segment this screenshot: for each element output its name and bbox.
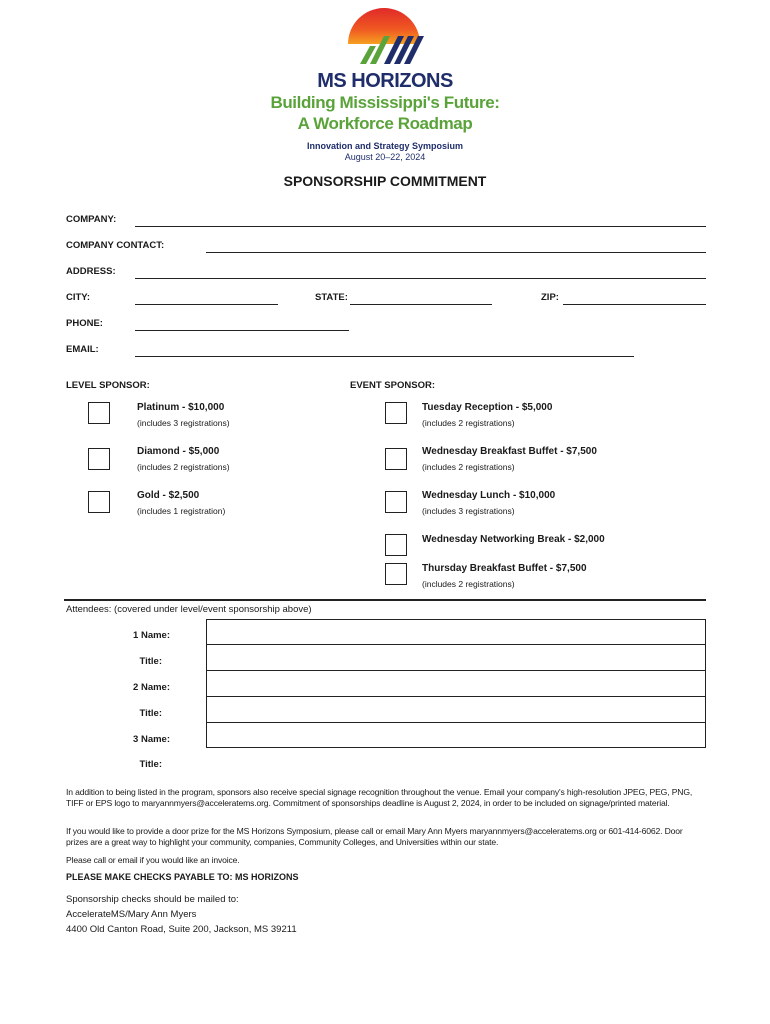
symposium-name: Innovation and Strategy Symposium: [306, 141, 464, 151]
brand-name: MS HORIZONS: [317, 70, 453, 92]
platinum-option-note: (includes 3 registrations): [137, 418, 230, 428]
tuesday-reception-note: (includes 2 registrations): [422, 418, 515, 428]
tagline-line-2: A Workforce Roadmap: [297, 114, 473, 133]
thursday-breakfast-note: (includes 2 registrations): [422, 579, 515, 589]
company-contact-field[interactable]: [206, 252, 706, 253]
sponsor-benefits-paragraph: In addition to being listed in the program, sponsors also receive special signage recognition throughout the venue. Email your company's high-resolution JPEG, PEG, PNG, TIFF or EPS logo to maryannmyers@acceleratems.org. Commitment of sponsorships deadline is August 2, 2024, in order to be included on signage/printed material.: [66, 787, 693, 808]
attendee-2-name-field[interactable]: [207, 671, 705, 695]
address-label: ADDRESS:: [66, 266, 116, 277]
platinum-checkbox[interactable]: [88, 402, 110, 424]
email-field[interactable]: [135, 356, 634, 357]
mail-instructions: Sponsorship checks should be mailed to:: [66, 894, 239, 905]
attendee-1-title-field[interactable]: [207, 645, 705, 669]
phone-label: PHONE:: [66, 318, 103, 329]
diamond-option-note: (includes 2 registrations): [137, 462, 230, 472]
wednesday-networking-checkbox[interactable]: [385, 534, 407, 556]
attendee-3-name-field[interactable]: [207, 723, 705, 747]
attendee-3-name-label: 3 Name:: [133, 734, 170, 745]
form-title: SPONSORSHIP COMMITMENT: [283, 173, 487, 189]
section-divider: [64, 599, 706, 601]
wednesday-lunch-note: (includes 3 registrations): [422, 506, 515, 516]
checks-payable-note: PLEASE MAKE CHECKS PAYABLE TO: MS HORIZONS: [66, 872, 299, 882]
gold-checkbox[interactable]: [88, 491, 110, 513]
zip-field[interactable]: [563, 304, 706, 305]
diamond-checkbox[interactable]: [88, 448, 110, 470]
tagline-line-1: Building Mississippi's Future:: [270, 93, 500, 112]
state-label: STATE:: [315, 292, 348, 303]
door-prize-paragraph: If you would like to provide a door prize for the MS Horizons Symposium, please call or email Mary Ann Myers maryannmyers@acceleratems.org or 601-414-6062. Door prizes are a great way to highlight your community, companies, Community Colleges, and Universities within our state.: [66, 826, 683, 847]
gold-option-note: (includes 1 registration): [137, 506, 226, 516]
zip-label: ZIP:: [541, 292, 559, 303]
company-contact-label: COMPANY CONTACT:: [66, 240, 165, 251]
state-field[interactable]: [350, 304, 492, 305]
diamond-option-title: Diamond - $5,000: [137, 446, 220, 457]
city-field[interactable]: [135, 304, 278, 305]
thursday-breakfast-title: Thursday Breakfast Buffet - $7,500: [422, 563, 587, 574]
attendee-3-title-label: Title:: [139, 759, 162, 770]
invoice-note: Please call or email if you would like an invoice.: [66, 855, 240, 865]
ms-horizons-logo-icon: [340, 0, 430, 68]
mail-recipient: AccelerateMS/Mary Ann Myers: [66, 909, 197, 920]
attendee-2-title-label: Title:: [139, 708, 162, 719]
email-label: EMAIL:: [66, 344, 99, 355]
address-field[interactable]: [135, 278, 706, 279]
attendee-1-title-label: Title:: [139, 656, 162, 667]
attendee-2-title-field[interactable]: [207, 697, 705, 721]
company-label: COMPANY:: [66, 214, 117, 225]
attendee-1-name-field[interactable]: [207, 620, 705, 644]
thursday-breakfast-checkbox[interactable]: [385, 563, 407, 585]
attendee-1-name-label: 1 Name:: [133, 630, 170, 641]
wednesday-networking-title: Wednesday Networking Break - $2,000: [422, 534, 605, 545]
phone-field[interactable]: [135, 330, 349, 331]
tuesday-reception-title: Tuesday Reception - $5,000: [422, 402, 553, 413]
gold-option-title: Gold - $2,500: [137, 490, 200, 501]
level-sponsor-heading: LEVEL SPONSOR:: [66, 380, 150, 391]
attendee-3-title-field[interactable]: [207, 748, 705, 772]
wednesday-breakfast-checkbox[interactable]: [385, 448, 407, 470]
attendee-2-name-label: 2 Name:: [133, 682, 170, 693]
platinum-option-title: Platinum - $10,000: [137, 402, 225, 413]
wednesday-breakfast-title: Wednesday Breakfast Buffet - $7,500: [422, 446, 597, 457]
wednesday-lunch-checkbox[interactable]: [385, 491, 407, 513]
event-sponsor-heading: EVENT SPONSOR:: [350, 380, 435, 391]
tuesday-reception-checkbox[interactable]: [385, 402, 407, 424]
city-label: CITY:: [66, 292, 91, 303]
company-field[interactable]: [135, 226, 706, 227]
symposium-dates: August 20–22, 2024: [344, 152, 426, 162]
attendees-heading: Attendees: (covered under level/event sponsorship above): [66, 604, 312, 615]
mail-address: 4400 Old Canton Road, Suite 200, Jackson, MS 39211: [66, 924, 297, 935]
wednesday-lunch-title: Wednesday Lunch - $10,000: [422, 490, 556, 501]
wednesday-breakfast-note: (includes 2 registrations): [422, 462, 515, 472]
